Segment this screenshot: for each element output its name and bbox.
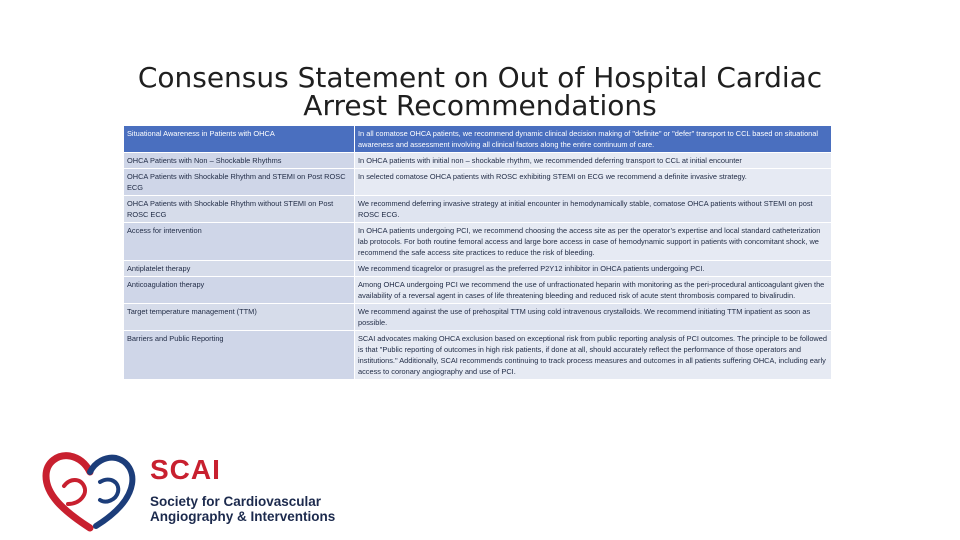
table-row [124, 304, 831, 331]
topic-cell: OHCA Patients with Non – Shockable Rhythms [124, 153, 355, 169]
topic-cell: OHCA Patients with Shockable Rhythm and STEMI on Post ROSC ECG [124, 169, 355, 196]
table-row [124, 196, 831, 223]
slide-title-line-2: Arrest Recommendations [303, 89, 657, 122]
recommendation-cell: Among OHCA undergoing PCI we recommend the use of unfractionated heparin with monitoring as the peri-procedural anticoagulant given the availability of a reversal agent in cases of life threatening bleeding and reduced risk of acute stent thrombosis compared to bivalirudin. [355, 277, 832, 304]
topic-cell: Situational Awareness in Patients with OHCA [124, 126, 355, 153]
slide-title-line-1: Consensus Statement on Out of Hospital Cardiac [137, 61, 823, 94]
recommendation-cell: We recommend ticagrelor or prasugrel as the preferred P2Y12 inhibitor in OHCA patients undergoing PCI. [355, 261, 832, 277]
recommendation-cell: In OHCA patients undergoing PCI, we recommend choosing the access site as per the operator’s expertise and local standard catheterization lab protocols. For both routine femoral access and large bore access in case of hemodynamic support in patients with concomitant shock, we recommend the safe access site practices to reduce the risk of bleeding. [355, 223, 832, 261]
table-row [124, 261, 831, 277]
topic-cell: Anticoagulation therapy [124, 277, 355, 304]
topic-cell: OHCA Patients with Shockable Rhythm without STEMI on Post ROSC ECG [124, 196, 355, 223]
topic-cell: Barriers and Public Reporting [124, 331, 355, 380]
topic-cell: Antiplatelet therapy [124, 261, 355, 277]
logo-tagline-line-1: Society for Cardiovascular [150, 494, 322, 509]
recommendations-table [124, 126, 831, 380]
slide-title [100, 61, 860, 122]
table-row [124, 223, 831, 261]
recommendation-cell: We recommend against the use of prehospital TTM using cold intravenous crystalloids. We recommend initiating TTM inpatient as soon as possible. [355, 304, 832, 331]
recommendation-cell: In selected comatose OHCA patients with ROSC exhibiting STEMI on ECG we recommend a definite invasive strategy. [355, 169, 832, 196]
table-row [124, 331, 831, 380]
topic-cell: Target temperature management (TTM) [124, 304, 355, 331]
recommendation-cell: SCAI advocates making OHCA exclusion based on exceptional risk from public reporting analysis of PCI outcomes. The principle to be followed is that "Public reporting of outcomes in high risk patients, if done at all, should accurately reflect the performance of those operators and institutions." Additionally, SCAI recommends continuing to track process measures and outcomes in all patients suffering OHCA, including early access to coronary angiography and use of PCI. [355, 331, 832, 380]
table-row [124, 153, 831, 169]
table-row [124, 126, 831, 153]
topic-cell: Access for intervention [124, 223, 355, 261]
table-row [124, 277, 831, 304]
recommendation-cell: We recommend deferring invasive strategy at initial encounter in hemodynamically stable, comatose OHCA patients without STEMI on post ROSC ECG. [355, 196, 832, 223]
recommendation-cell: In OHCA patients with initial non – shockable rhythm, we recommended deferring transport to CCL at initial encounter [355, 153, 832, 169]
recommendation-cell: In all comatose OHCA patients, we recommend dynamic clinical decision making of "definite" or "defer" transport to CCL based on situational awareness and assessment involving all clinical factors along the entire continuum of care. [355, 126, 832, 153]
logo-tagline-line-2: Angiography & Interventions [150, 509, 336, 524]
heart-logo-icon [40, 452, 140, 534]
logo-acronym: SCAI [150, 454, 221, 485]
logo-tagline [150, 494, 335, 524]
table-row [124, 169, 831, 196]
scai-logo [40, 452, 360, 532]
